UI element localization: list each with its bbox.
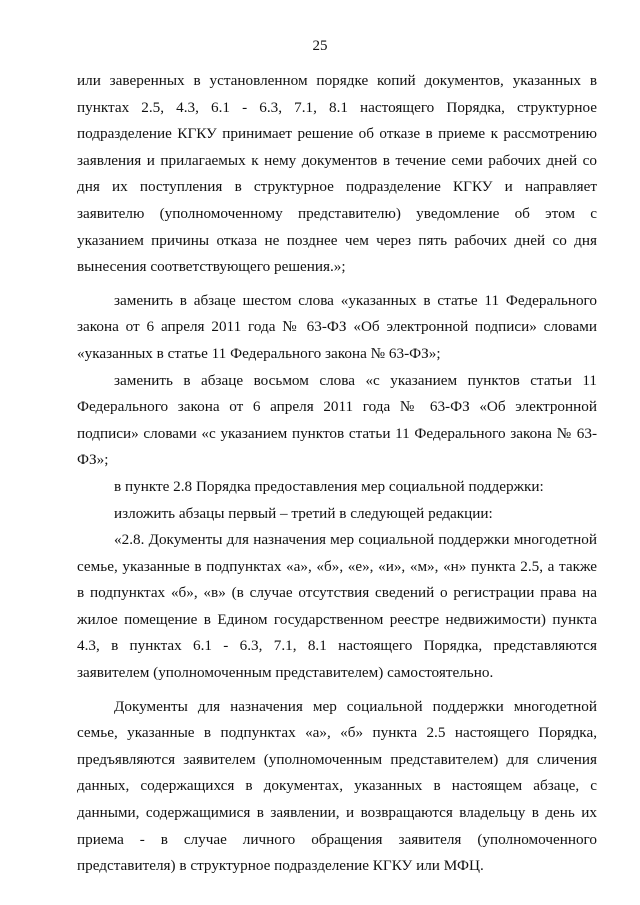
paragraph-restate: изложить абзацы первый – третий в следующей редакции: [114,504,493,522]
paragraph-amendment-eighth: заменить в абзаце восьмом слова «с указанием пунктов статьи 11 Федерального закона от 6 апреля 2011 года № 63-ФЗ «Об электронной подписи» словами «с указанием пунктов статьи 11 Федерального закона № 63-ФЗ»; [77,371,597,469]
paragraph-documents: Документы для назначения мер социальной поддержки многодетной семье, указанные в подпунктах «а», «б» пункта 2.5 настоящего Порядка, предъявляются заявителем (уполномоченным представителем) для сличения данных, содержащихся в документах, указанных в настоящем абзаце, с данными, содержащимися в заявлении, и возвращаются владельцу в день их приема - в случае личного обращения заявителя (уполномоченного представителя) в структурное подразделение КГКУ или МФЦ. [77,697,597,875]
paragraph-point-2-8: в пункте 2.8 Порядка предоставления мер социальной поддержки: [114,477,544,495]
document-body [77,68,597,880]
paragraph-continuation: или заверенных в установленном порядке копий документов, указанных в пунктах 2.5, 4.3, 6.1 - 6.3, 7.1, 8.1 настоящего Порядка, структурное подразделение КГКУ принимает решение об отказе в приеме к рассмотрению заявления и прилагаемых к нему документов в течение семи рабочих дней со дня их поступления в структурное подразделение КГКУ и направляет заявителю (уполномоченному представителю) уведомление об этом с указанием причины отказа не позднее чем через пять рабочих дней со дня вынесения соответствующего решения.»; [77,72,597,276]
page-number: 25 [312,38,328,54]
paragraph-amendment-sixth: заменить в абзаце шестом слова «указанных в статье 11 Федерального закона от 6 апреля 2011 года № 63-ФЗ «Об электронной подписи» словами «указанных в статье 11 Федерального закона № 63-ФЗ»; [77,291,597,362]
paragraph-2-8-text: «2.8. Документы для назначения мер социальной поддержки многодетной семье, указанные в подпунктах «а», «б», «е», «и», «м», «н» пункта 2.5, а также в подпунктах «б», «в» (в случае отсутствия сведений о регистрации права на жилое помещение в Едином государственном реестре недвижимости) пункта 4.3, в пунктах 6.1 - 6.3, 7.1, 8.1 настоящего Порядка, представляются заявителем (уполномоченным представителем) самостоятельно. [77,531,597,682]
